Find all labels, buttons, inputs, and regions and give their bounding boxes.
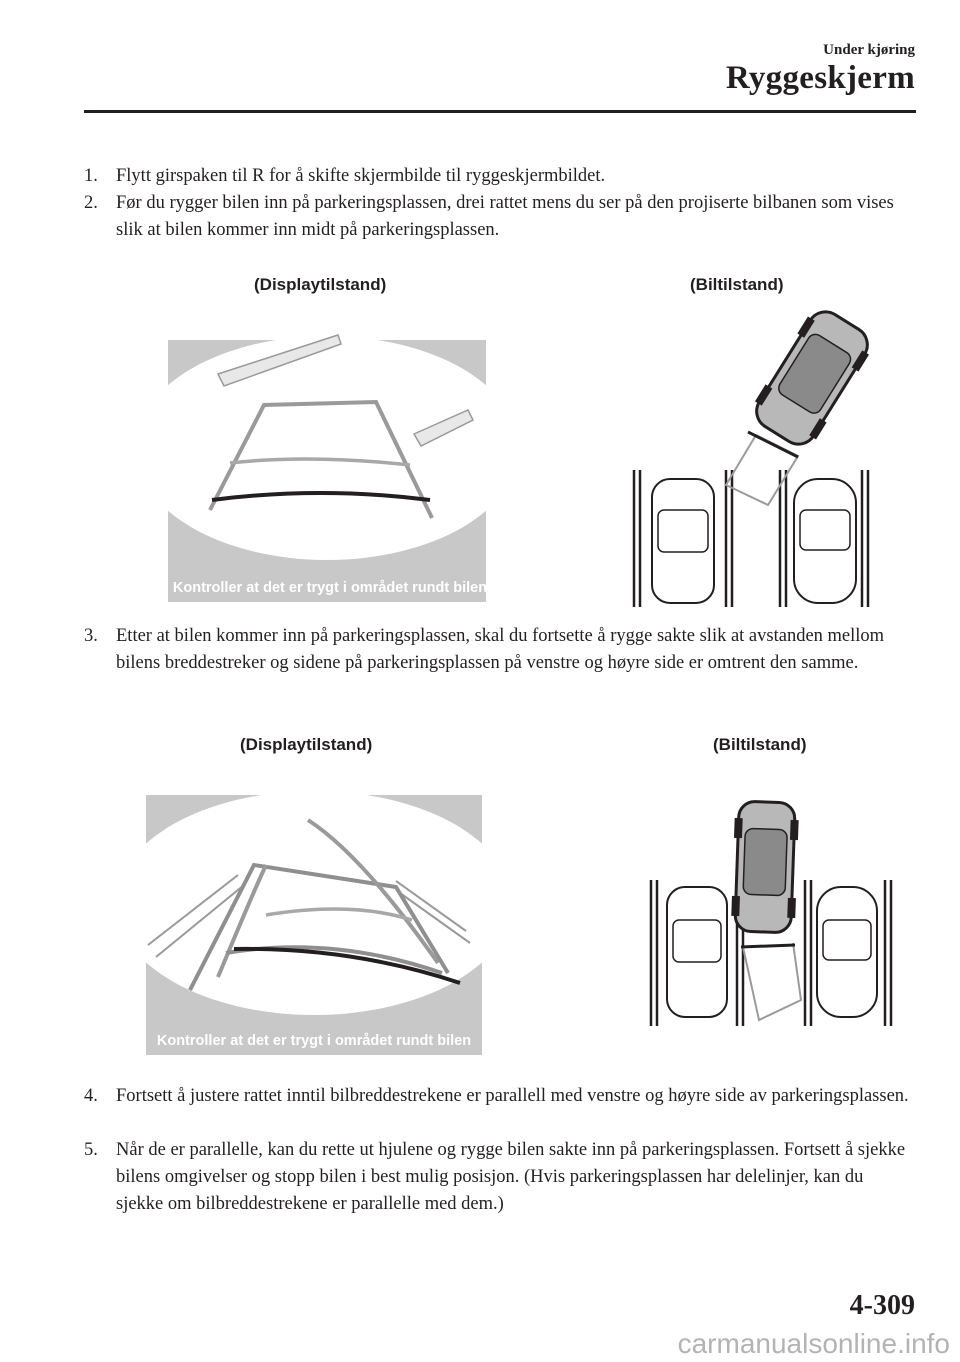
vehicle-diagram-1 (628, 305, 888, 610)
step-text: Flytt girspaken til R for å skifte skjermbilde til ryggeskjermbildet. (116, 166, 606, 186)
step-number: 1. (84, 166, 98, 186)
step-4 (84, 1083, 914, 1110)
watermark: carmanualsonline.info (677, 1328, 950, 1359)
step-text: Fortsett å justere rattet inntil bilbreddestrekene er parallell med venstre og høyre side av parkeringsplassen. (116, 1086, 909, 1106)
step-number: 3. (84, 626, 98, 646)
rear-camera-display-1 (160, 330, 500, 610)
safety-message: Kontroller at det er trygt i området rundt bilen (156, 1033, 472, 1049)
page-title: Ryggeskjerm (725, 60, 915, 96)
parked-car-left (652, 479, 714, 603)
vehicle-caption: (Biltilstand) (690, 275, 784, 294)
step-text: Før du rygger bilen inn på parkeringsplassen, drei rattet mens du ser på den projiserte bilbanen som vises slik at bilen kommer inn midt på parkeringsplassen. (116, 193, 894, 240)
step-number: 5. (84, 1140, 98, 1160)
screen-view-area (160, 336, 500, 560)
parked-car-right (794, 479, 856, 603)
parked-car-right (817, 887, 877, 1017)
step-3 (84, 623, 914, 677)
rear-camera-display-2 (142, 785, 488, 1065)
header-rule (84, 110, 916, 113)
step-2 (84, 190, 914, 244)
projected-path (743, 943, 801, 1020)
display-caption: (Displaytilstand) (254, 275, 387, 294)
projected-distance-line (741, 945, 795, 947)
safety-message: Kontroller at det er trygt i området rundt bilen (172, 580, 488, 596)
step-text: Etter at bilen kommer inn på parkeringsplassen, skal du fortsette å rygge sakte slik at avstanden mellom bilens breddestreker og sidene på parkeringsplassen på venstre og høyre side er omtrent den samme. (116, 626, 885, 673)
reversing-car (731, 801, 799, 933)
step-text: Når de er parallelle, kan du rette ut hjulene og rygge bilen sakte inn på parkeringsplassen. Fortsett å sjekke bilens omgivelser og stopp bilen i best mulig posisjon. (Hvis parkeringsplassen har delelinjer, kan du sjekke om bilbreddestrekene er parallelle med dem.) (116, 1140, 906, 1214)
vehicle-caption: (Biltilstand) (713, 735, 807, 754)
parked-car-left (667, 887, 727, 1017)
display-caption: (Displaytilstand) (240, 735, 373, 754)
page-number: 4-309 (849, 1290, 915, 1321)
section-heading: Under kjøring (823, 42, 915, 58)
reversing-car (746, 305, 877, 453)
step-1 (84, 163, 914, 190)
step-5 (84, 1137, 914, 1218)
step-number: 4. (84, 1086, 98, 1106)
step-number: 2. (84, 193, 98, 213)
vehicle-diagram-2 (645, 795, 897, 1030)
